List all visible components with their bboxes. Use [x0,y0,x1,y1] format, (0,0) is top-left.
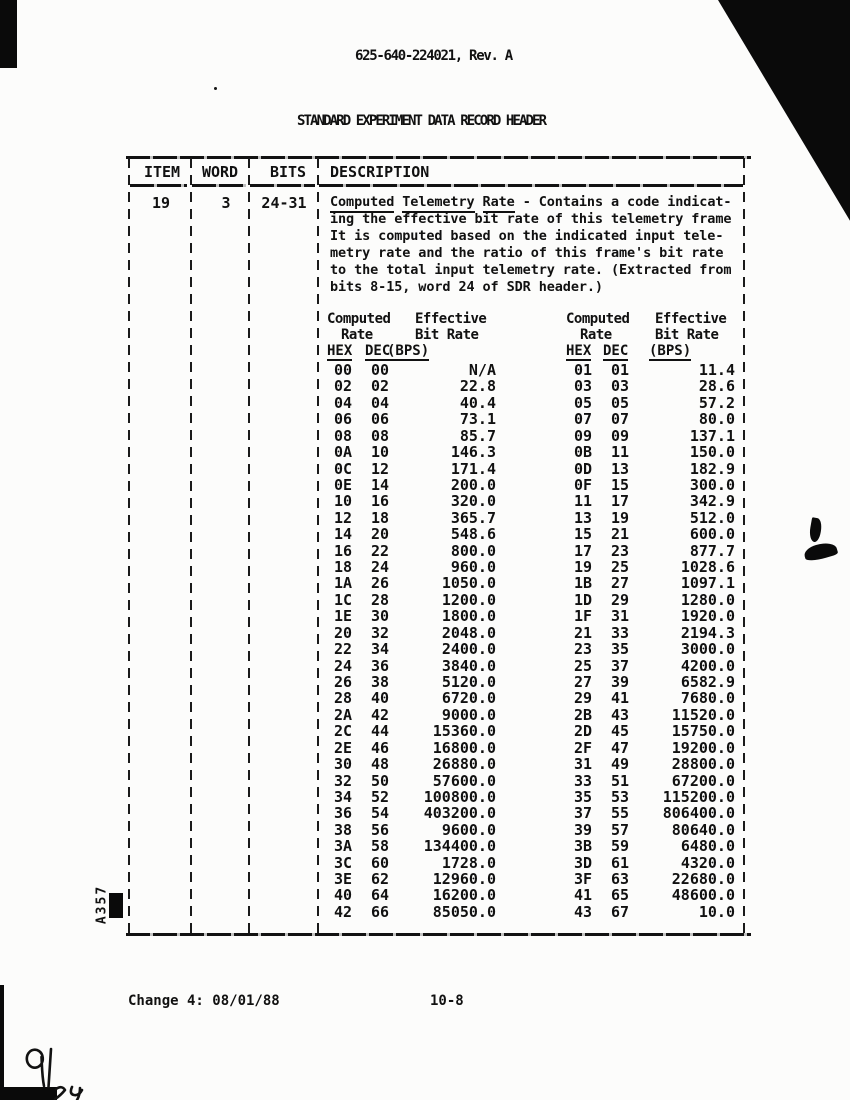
rate-hex-right: 39 [573,820,593,839]
rate-hex-left: 32 [333,771,353,790]
rate-hex-left: 3A [333,837,353,856]
rate-dec-right: 65 [610,886,630,905]
rate-bps-left: 6720.0 [441,689,496,708]
rate-dec-right: 17 [610,492,630,511]
rate-bps-left: 85050.0 [432,902,496,921]
rate-hex-right: 23 [573,640,593,659]
rate-hex-left: 18 [333,558,353,577]
rate-bps-right: 877.7 [689,541,735,560]
rate-bps-right: 15750.0 [671,722,735,741]
rate-hex-right: 37 [573,804,593,823]
rate-dec-left: 52 [370,787,390,806]
rate-bps-right: 512.0 [689,508,735,527]
rate-hex-left: 22 [333,640,353,659]
rate-dec-left: 48 [370,755,390,774]
rate-dec-right: 41 [610,689,630,708]
rate-hex-left: 34 [333,787,353,806]
ink-blot-icon [803,540,839,564]
scan-artifact-left-edge-line [0,985,4,1100]
rate-dec-left: 56 [370,820,390,839]
rate-hex-left: 1E [333,607,353,626]
rate-hex-right: 19 [573,558,593,577]
rate-hex-left: 1C [333,590,353,609]
rate-bps-left: 12960.0 [432,870,496,889]
rate-dec-right: 51 [610,771,630,790]
underlined-term: Computed [330,194,394,213]
rate-dec-right: 67 [610,902,630,921]
rate-dec-right: 19 [610,508,630,527]
rate-bps-right: 6480.0 [680,837,735,856]
rate-dec-right: 55 [610,804,630,823]
rate-bps-left: 171.4 [450,459,496,478]
rate-hex-left: 0E [333,475,353,494]
rate-hex-left: 36 [333,804,353,823]
rate-dec-left: 40 [370,689,390,708]
handwritten-annotation [14,1044,54,1092]
rate-bps-right: 4320.0 [680,853,735,872]
rate-bps-right: 1280.0 [680,590,735,609]
description-line: bits 8-15, word 24 of SDR header.) [330,279,603,295]
rate-hex-right: 2F [573,738,593,757]
rate-hex-left: 26 [333,672,353,691]
rate-hex-right: 25 [573,656,593,675]
rate-bps-right: 67200.0 [671,771,735,790]
rate-bps-right: 48600.0 [671,886,735,905]
rate-dec-right: 03 [610,377,630,396]
rate-bps-right: 80.0 [698,410,735,429]
rate-subheader-hex-right: HEX [566,343,592,359]
rate-subheader-bps-right: (BPS) [649,343,692,359]
rate-dec-left: 66 [370,902,390,921]
rate-dec-left: 08 [370,426,390,445]
rate-bps-left: 320.0 [450,492,496,511]
rate-bps-right: 57.2 [698,393,735,412]
rate-hex-right: 2B [573,705,593,724]
rate-bps-left: 22.8 [459,377,496,396]
rate-hex-left: 06 [333,410,353,429]
rate-hex-right: 21 [573,623,593,642]
rate-dec-left: 06 [370,410,390,429]
table-bottom-border [126,933,751,936]
rate-dec-right: 15 [610,475,630,494]
rate-bps-left: 16800.0 [432,738,496,757]
rate-bps-left: N/A [468,361,496,379]
rate-hex-left: 40 [333,886,353,905]
rate-dec-right: 33 [610,623,630,642]
rate-dec-right: 13 [610,459,630,478]
rate-bps-left: 134400.0 [423,837,496,856]
rate-bps-left: 40.4 [459,393,496,412]
rate-dec-left: 12 [370,459,390,478]
rate-dec-right: 01 [610,361,630,379]
rate-hex-left: 2C [333,722,353,741]
rate-bps-right: 342.9 [689,492,735,511]
rate-bps-right: 28.6 [698,377,735,396]
rate-dec-right: 45 [610,722,630,741]
rate-bps-right: 6582.9 [680,672,735,691]
rate-dec-right: 39 [610,672,630,691]
rate-hex-left: 08 [333,426,353,445]
rate-dec-left: 22 [370,541,390,560]
rate-subheader-dec-right: DEC [603,343,629,359]
rate-bps-right: 11520.0 [671,705,735,724]
rate-bps-left: 403200.0 [423,804,496,823]
rate-dec-left: 20 [370,525,390,544]
page-title: STANDARD EXPERIMENT DATA RECORD HEADER [297,113,546,129]
rate-bps-left: 9000.0 [441,705,496,724]
rate-bps-left: 73.1 [459,410,496,429]
rate-bps-right: 182.9 [689,459,735,478]
typed-period-artifact [214,87,217,90]
rate-bps-right: 80640.0 [671,820,735,839]
rate-hex-left: 16 [333,541,353,560]
rate-dec-left: 30 [370,607,390,626]
rate-hex-right: 27 [573,672,593,691]
rate-hex-left: 1A [333,574,353,593]
rate-bps-right: 150.0 [689,443,735,462]
rate-hex-left: 0A [333,443,353,462]
rate-dec-left: 32 [370,623,390,642]
rate-dec-left: 28 [370,590,390,609]
rate-subheader-hex-left: HEX [327,343,353,359]
table-column-rule [190,158,192,933]
rate-bps-right: 10.0 [698,902,735,921]
rate-hex-left: 42 [333,902,353,921]
rate-bps-right: 19200.0 [671,738,735,757]
rate-hex-left: 0C [333,459,353,478]
rate-header-bitrate-right: Bit Rate [655,327,719,343]
rate-bps-right: 7680.0 [680,689,735,708]
doc-number: 625-640-224021, Rev. A [355,48,512,64]
rate-dec-left: 34 [370,640,390,659]
rate-dec-right: 21 [610,525,630,544]
rate-hex-right: 3D [573,853,593,872]
change-notice: Change 4: 08/01/88 [128,993,280,1009]
table-header-separator [319,184,743,187]
rate-hex-right: 0B [573,443,593,462]
rate-dec-left: 46 [370,738,390,757]
rate-bps-left: 57600.0 [432,771,496,790]
ink-blot-icon [808,517,823,543]
rate-header-rate-right: Rate [580,327,612,343]
bits-value: 24-31 [261,194,307,212]
rate-dec-left: 36 [370,656,390,675]
rate-hex-left: 20 [333,623,353,642]
rate-dec-right: 43 [610,705,630,724]
rate-dec-right: 37 [610,656,630,675]
rate-dec-left: 24 [370,558,390,577]
rate-dec-right: 49 [610,755,630,774]
rate-dec-left: 16 [370,492,390,511]
rate-bps-left: 2048.0 [441,623,496,642]
rate-dec-right: 47 [610,738,630,757]
rate-hex-right: 07 [573,410,593,429]
rate-bps-right: 11.4 [698,361,735,379]
rate-hex-left: 2E [333,738,353,757]
rate-hex-right: 1F [573,607,593,626]
rate-hex-left: 02 [333,377,353,396]
rate-bps-right: 3000.0 [680,640,735,659]
rate-bps-left: 800.0 [450,541,496,560]
rate-bps-left: 3840.0 [441,656,496,675]
rate-hex-right: 41 [573,886,593,905]
rate-dec-left: 62 [370,870,390,889]
rate-header-computed-right: Computed [566,311,630,327]
rate-dec-right: 11 [610,443,630,462]
rate-hex-left: 12 [333,508,353,527]
rate-dec-right: 59 [610,837,630,856]
rate-hex-right: 1D [573,590,593,609]
rate-bps-left: 1800.0 [441,607,496,626]
rate-dec-right: 31 [610,607,630,626]
description-line: ing the effective bit rate of this telemetry frame [330,211,732,227]
rate-dec-right: 35 [610,640,630,659]
rate-bps-right: 300.0 [689,475,735,494]
rate-dec-right: 23 [610,541,630,560]
rate-bps-left: 2400.0 [441,640,496,659]
table-column-rule [317,158,319,933]
rate-hex-right: 01 [573,361,593,379]
margin-black-mark [109,893,123,918]
table-header-separator [130,184,187,187]
rate-hex-right: 35 [573,787,593,806]
rate-header-rate-left: Rate [341,327,373,343]
rate-dec-right: 61 [610,853,630,872]
rate-hex-right: 33 [573,771,593,790]
rate-hex-right: 13 [573,508,593,527]
description-line: Computed Telemetry Rate - Contains a code indicat- [330,196,731,210]
underlined-term: Telemetry [402,194,474,213]
rate-hex-left: 2A [333,705,353,724]
rate-bps-left: 1728.0 [441,853,496,872]
rate-dec-left: 00 [370,361,390,379]
rate-hex-right: 2D [573,722,593,741]
rate-bps-right: 4200.0 [680,656,735,675]
rate-dec-left: 38 [370,672,390,691]
rate-dec-right: 29 [610,590,630,609]
rate-dec-left: 64 [370,886,390,905]
rate-dec-left: 10 [370,443,390,462]
rate-hex-right: 1B [573,574,593,593]
item-value: 19 [151,194,171,212]
rate-bps-left: 26880.0 [432,755,496,774]
rate-dec-left: 54 [370,804,390,823]
table-header-separator [192,184,246,187]
rate-hex-right: 03 [573,377,593,396]
rate-bps-left: 100800.0 [423,787,496,806]
rate-bps-left: 960.0 [450,558,496,577]
rate-dec-right: 27 [610,574,630,593]
rate-hex-right: 3B [573,837,593,856]
rate-bps-left: 548.6 [450,525,496,544]
rate-dec-left: 58 [370,837,390,856]
rate-subheader-bps-left: (BPS) [387,343,430,359]
word-value: 3 [221,194,231,212]
rate-bps-right: 1097.1 [680,574,735,593]
rate-dec-left: 42 [370,705,390,724]
rate-dec-left: 14 [370,475,390,494]
rate-hex-left: 00 [333,361,353,379]
rate-dec-left: 02 [370,377,390,396]
rate-bps-right: 22680.0 [671,870,735,889]
rate-bps-right: 1028.6 [680,558,735,577]
rate-header-bitrate-left: Bit Rate [415,327,479,343]
column-header-description: DESCRIPTION [330,163,430,181]
table-column-rule [743,158,745,933]
rate-hex-left: 28 [333,689,353,708]
rate-bps-right: 806400.0 [662,804,735,823]
rate-dec-left: 60 [370,853,390,872]
rate-hex-left: 38 [333,820,353,839]
margin-vertical-label: A357 [94,884,110,925]
rate-bps-left: 146.3 [450,443,496,462]
column-header-item: ITEM [143,163,181,181]
rate-bps-left: 200.0 [450,475,496,494]
rate-hex-right: 3F [573,870,593,889]
rate-hex-left: 04 [333,393,353,412]
rate-bps-left: 1200.0 [441,590,496,609]
rate-bps-left: 365.7 [450,508,496,527]
rate-hex-left: 10 [333,492,353,511]
rate-header-effective-right: Effective [655,311,727,327]
rate-hex-right: 29 [573,689,593,708]
rate-dec-left: 18 [370,508,390,527]
rate-bps-left: 1050.0 [441,574,496,593]
rate-dec-right: 09 [610,426,630,445]
column-header-word: WORD [201,163,239,181]
rate-dec-right: 05 [610,393,630,412]
rate-hex-right: 17 [573,541,593,560]
table-header-separator [250,184,315,187]
column-header-bits: BITS [269,163,307,181]
rate-bps-right: 2194.3 [680,623,735,642]
rate-bps-left: 15360.0 [432,722,496,741]
underlined-term: Rate [483,194,515,213]
rate-header-effective-left: Effective [415,311,487,327]
rate-hex-right: 0F [573,475,593,494]
rate-bps-right: 600.0 [689,525,735,544]
rate-bps-left: 5120.0 [441,672,496,691]
scan-artifact-top-left-bar [0,0,17,68]
rate-hex-right: 43 [573,902,593,921]
rate-hex-right: 09 [573,426,593,445]
rate-dec-right: 57 [610,820,630,839]
rate-hex-right: 15 [573,525,593,544]
rate-bps-left: 85.7 [459,426,496,445]
rate-hex-right: 31 [573,755,593,774]
rate-dec-left: 44 [370,722,390,741]
rate-dec-left: 50 [370,771,390,790]
table-column-rule [248,158,250,933]
rate-dec-left: 04 [370,393,390,412]
rate-hex-left: 24 [333,656,353,675]
description-line: metry rate and the ratio of this frame's bit rate [330,245,724,261]
rate-dec-right: 25 [610,558,630,577]
rate-bps-left: 16200.0 [432,886,496,905]
rate-dec-right: 53 [610,787,630,806]
description-line: to the total input telemetry rate. (Extracted from [330,262,732,278]
rate-dec-left: 26 [370,574,390,593]
rate-bps-right: 137.1 [689,426,735,445]
rate-bps-right: 28800.0 [671,755,735,774]
rate-bps-left: 9600.0 [441,820,496,839]
rate-header-computed-left: Computed [327,311,391,327]
description-line: It is computed based on the indicated input tele- [330,228,724,244]
rate-dec-right: 07 [610,410,630,429]
rate-subheader-dec-left: DEC [365,343,391,359]
rate-hex-right: 11 [573,492,593,511]
table-top-border [126,156,751,159]
handwritten-annotation-partial [46,1086,86,1100]
rate-bps-right: 1920.0 [680,607,735,626]
page-number: 10-8 [430,993,464,1009]
rate-hex-left: 30 [333,755,353,774]
rate-hex-left: 3E [333,870,353,889]
table-column-rule [128,158,130,933]
rate-hex-right: 05 [573,393,593,412]
rate-hex-left: 3C [333,853,353,872]
rate-hex-left: 14 [333,525,353,544]
rate-dec-right: 63 [610,870,630,889]
rate-hex-right: 0D [573,459,593,478]
rate-bps-right: 115200.0 [662,787,735,806]
